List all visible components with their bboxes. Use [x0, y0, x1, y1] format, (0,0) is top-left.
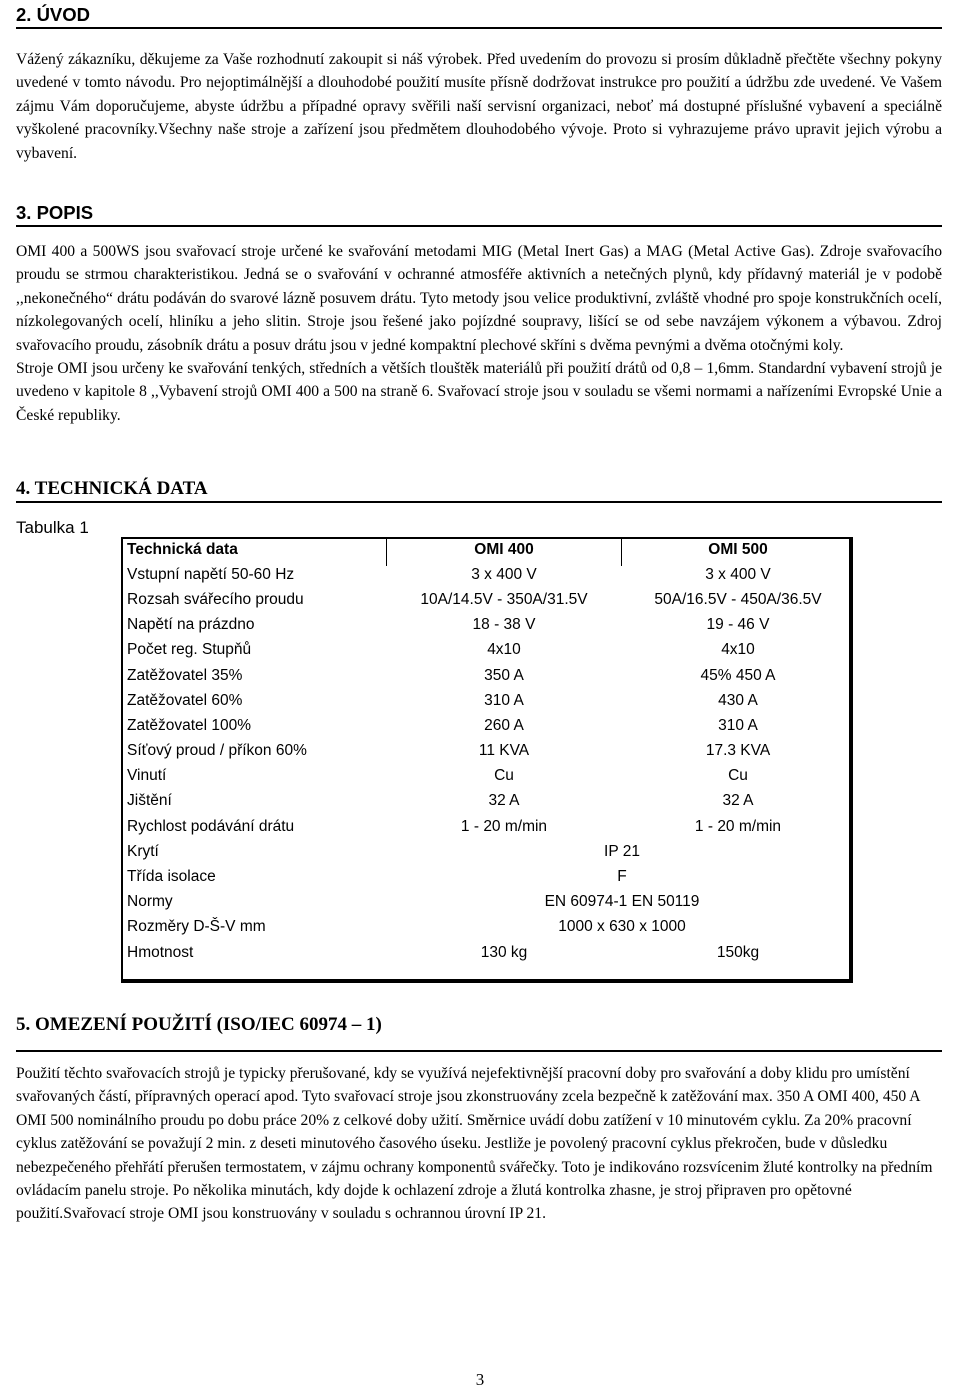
table-cell: 350 A [484, 666, 524, 684]
paragraph-omezeni: Použití těchto svařovacích strojů je typicky přerušované, kdy se využívá nejefektivnější pracovní doby pro svařování a doby klidu pro umístění svařovaných částí, přípravných operací apod. Tyto svařovací stroje jsou zkonstruovány zcela bezpečně k zatěžování max. 350 A OMI 400, 450 A OMI 500 nominálního proudu po dobu práce 20% z celkové doby užití. Směrnice uvádí dobu zatížení v 10 minutovém cyklu. Za 20% pracovní cyklus zatěžování se považují 2 min. z deseti minutového časového úseku. Jestliže je povolený pracovní cyklus překročen, bude v důsledku nebezpečeného přehřátí přerušen termostatem, v zájmu ochrany komponentů svářečky. Toto je indikováno rozsvícenim žluté kontrolky na předním ovládacím panelu stroje. Po několika minutách, kdy dojde k ochlazení zdroje a žlutá kontrolka zhasne, je stroj připraven pro opětovné použití.Svařovací stroje OMI jsou konstruovány v souladu s ochrannou úrovní IP 21. [16, 1065, 933, 1223]
table-cell: 50A/16.5V - 450A/36.5V [654, 590, 822, 608]
table-cell: 1 - 20 m/min [694, 817, 782, 835]
table-row [121, 562, 856, 587]
table-cell: 32 A [722, 792, 754, 810]
table-cell: 310 A [484, 691, 524, 709]
table-cell: 430 A [718, 691, 758, 709]
table-cell: Rychlost podávání drátu [127, 817, 295, 835]
table-row [121, 688, 856, 713]
heading-popis: 3. POPIS [16, 202, 942, 227]
page-number: 3 [475, 1370, 485, 1389]
heading-technicka-data: 4. TECHNICKÁ DATA [16, 478, 942, 503]
table-cell: IP 21 [604, 842, 640, 860]
table-row [121, 638, 856, 663]
table-cell: F [617, 868, 627, 886]
table-cell: Normy [127, 893, 173, 911]
table-cell: 10A/14.5V - 350A/31.5V [420, 590, 588, 608]
table-cell: Zatěžovatel 100% [127, 716, 252, 734]
table-caption: Tabulka 1 [16, 518, 89, 537]
table-cell: Zatěžovatel 60% [127, 691, 243, 709]
table-row [121, 940, 856, 965]
table-cell: 19 - 46 V [706, 616, 770, 634]
table-row [121, 613, 856, 638]
technical-data-table [121, 537, 856, 965]
table-cell: Napětí na prázdno [127, 616, 255, 634]
table-row [121, 864, 856, 889]
table-row [121, 663, 856, 688]
table-cell: 1000 x 630 x 1000 [558, 918, 686, 936]
header-cell: OMI 400 [474, 540, 534, 558]
table-cell: Vinutí [127, 767, 167, 785]
table-row [121, 915, 856, 940]
table-cell: Počet reg. Stupňů [127, 641, 252, 659]
header-cell: Technická data [127, 540, 238, 558]
section-technicka-data [16, 478, 942, 503]
table-row [121, 713, 856, 738]
table-cell: 1 - 20 m/min [460, 817, 548, 835]
table-cell: Rozměry D-Š-V mm [127, 918, 266, 936]
table-cell: Třída isolace [127, 868, 216, 886]
table-cell: 310 A [718, 716, 758, 734]
table-cell: 4x10 [721, 641, 755, 659]
table-cell: 18 - 38 V [472, 616, 536, 634]
header-cell: OMI 500 [708, 540, 768, 558]
table-row [121, 739, 856, 764]
table-cell: 17.3 KVA [705, 742, 771, 760]
table-cell: 45% 450 A [700, 666, 776, 684]
table-cell: 11 KVA [478, 742, 530, 760]
section-popis [16, 202, 942, 427]
table-cell: 3 x 400 V [705, 565, 771, 583]
table-cell: Cu [494, 767, 514, 785]
table-cell: 3 x 400 V [471, 565, 537, 583]
table-cell: 4x10 [487, 641, 521, 659]
paragraph-popis-1: OMI 400 a 500WS jsou svařovací stroje určené ke svařování metodami MIG (Metal Inert Gas) a MAG (Metal Active Gas). Zdroje svařovacího proudu se strmou charakteristikou. Jedná se o svařování v ochranné atmosféře aktivních a netečných plynů, kdy přídavný materiál je v podobě ,,nekonečného“ drátu podáván do svarové lázně posuvem drátu. Tyto metody jsou velice produktivní, zvláště vhodné pro spoje konstrukčních ocelí, nízkolegovaných ocelí, hliníku a jeho slitin. Stroje jsou řešené jako pojízdné soupravy, lišící se od sebe navzájem výkonem a výbavou. Zdroj svařovacího proudu, zásobník drátu a posuv drátu jsou v jedné kompaktní plechové skříni s dvěma pevnými a dvěma otočnými koly. [16, 243, 942, 354]
table-cell: 130 kg [480, 943, 528, 961]
table-cell: Síťový proud / příkon 60% [127, 742, 307, 760]
table-header-row [121, 537, 856, 562]
section-uvod [16, 4, 942, 165]
table-cell: Jištění [127, 792, 172, 810]
table-row [121, 764, 856, 789]
section-omezeni [16, 1014, 942, 1226]
paragraph-popis-2: Stroje OMI jsou určeny ke svařování tenkých, středních a větších tlouštěk materiálů při použití drátů od 0,8 – 1,6mm. Standardní vybavení strojů je uvedeno v kapitole 8 ,,Vybavení strojů OMI 400 a 500 na straně 6. Svařovací stroje jsou v souladu se všemi normami a nařízeními Evropské Unie a České republiky. [16, 360, 942, 424]
table-cell: Zatěžovatel 35% [127, 666, 243, 684]
table-row [121, 839, 856, 864]
table-row [121, 789, 856, 814]
table-cell: 32 A [488, 792, 520, 810]
table-cell: Rozsah svářecího proudu [127, 590, 304, 608]
table-cell: 150kg [716, 943, 760, 961]
table-cell: EN 60974-1 EN 50119 [544, 893, 700, 911]
heading-uvod: 2. ÚVOD [16, 4, 942, 29]
table-row [121, 587, 856, 612]
table-cell: Hmotnost [127, 943, 194, 961]
table-cell: Vstupní napětí 50-60 Hz [127, 565, 295, 583]
heading-omezeni: 5. OMEZENÍ POUŽITÍ (ISO/IEC 60974 – 1) [16, 1014, 942, 1052]
paragraph-uvod: Vážený zákazníku, děkujeme za Vaše rozhodnutí zakoupit si náš výrobek. Před uvedením do provozu si prosím důkladně přečtěte všechny pokyny uvedené v tomto návodu. Pro nejoptimálnější a dlouhodobé použití musíte přísně dodržovat instrukce pro použití a údržbu zde uvedené. Ve Vašem zájmu Vám doporučujeme, abyste údržbu a případné opravy svěřili naší servisní organizaci, neboť má dostupné příslušné vybavení a speciálně vyškolené pracovníky.Všechny naše stroje a zařízení jsou předmětem dlouhodobého vývoje. Proto si vyhrazujeme právo upravit jejich výrobu a vybavení. [16, 51, 942, 162]
table-row [121, 814, 856, 839]
table-cell: Cu [728, 767, 748, 785]
table-row [121, 890, 856, 915]
table-cell: Krytí [127, 842, 159, 860]
table-cell: 260 A [484, 716, 524, 734]
